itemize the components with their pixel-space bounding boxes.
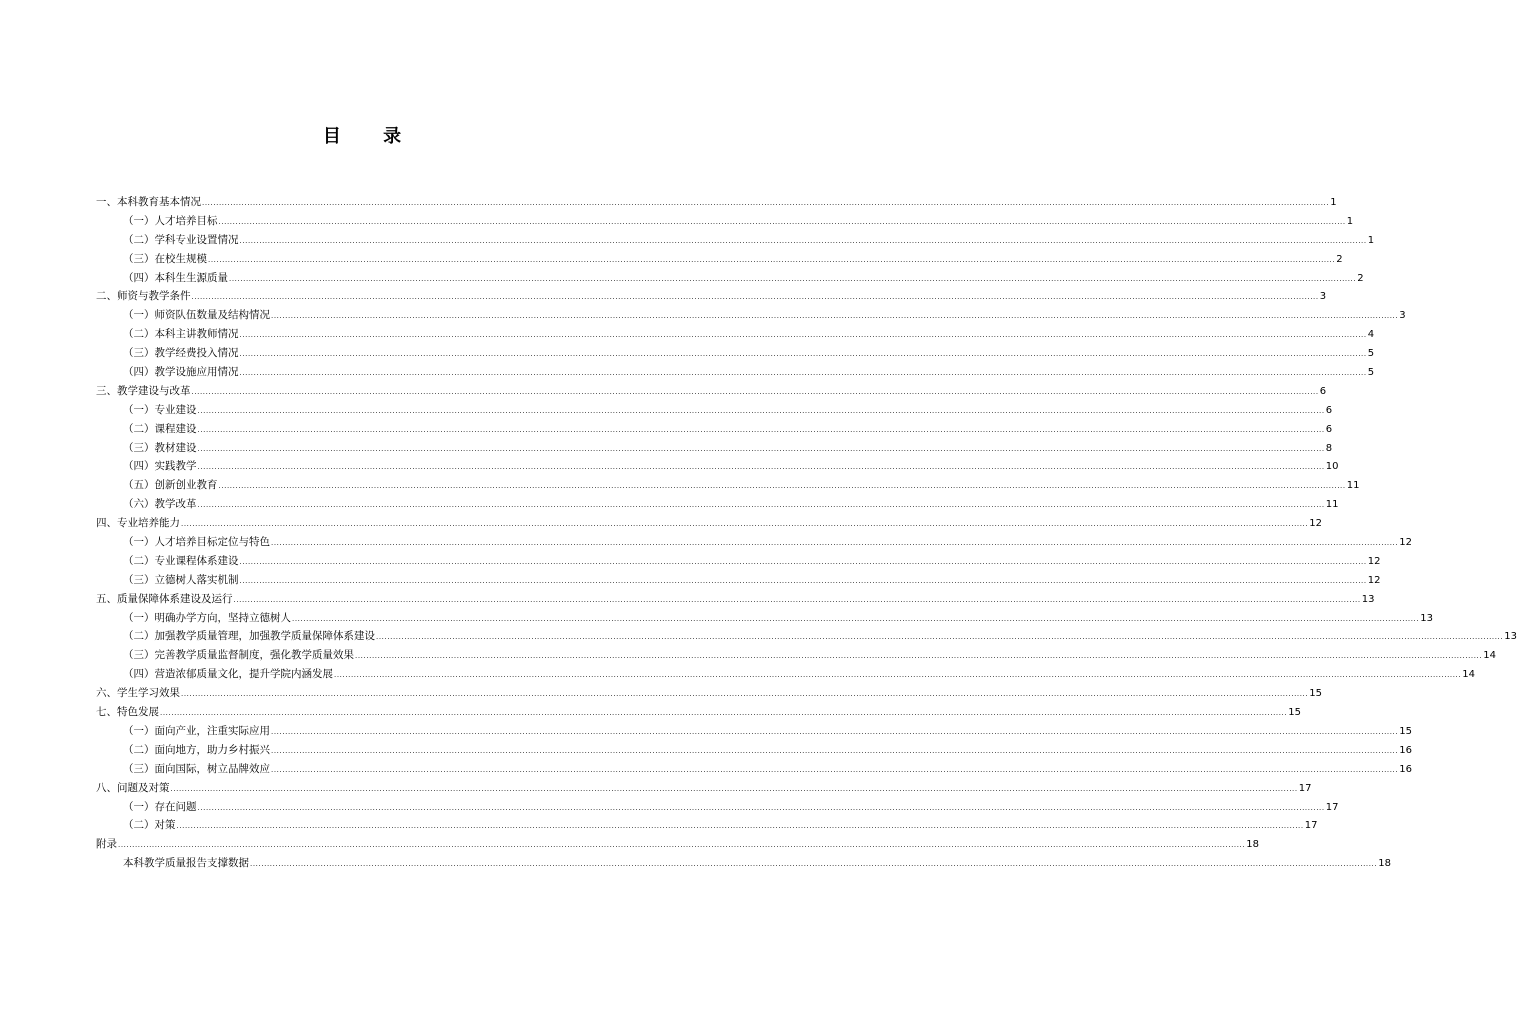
toc-entry-label: 七、特色发展 — [96, 706, 159, 719]
toc-entry-label: （二）加强教学质量管理，加强教学质量保障体系建设 — [123, 630, 375, 643]
toc-subsection-entry[interactable] — [96, 439, 1333, 458]
toc-page-number: 8 — [1325, 442, 1333, 454]
toc-subsection-entry[interactable] — [96, 231, 1375, 250]
toc-section-entry[interactable] — [96, 514, 1322, 533]
toc-dot-leader: ............................................................................................................................................................................................................................................................................................................................................................................................................... — [334, 671, 1462, 680]
toc-dot-leader: ............................................................................................................................................................................................................................................................................................................................................................................................................... — [218, 482, 1346, 491]
toc-page-number: 1 — [1330, 197, 1337, 208]
toc-entry-label: （三）在校生规模 — [123, 252, 207, 265]
toc-dot-leader: ............................................................................................................................................................................................................................................................................................................................................................................................................... — [208, 255, 1336, 264]
toc-page-number: 12 — [1399, 537, 1412, 549]
toc-dot-leader: ............................................................................................................................................................................................................................................................................................................................................................................................................... — [170, 784, 1298, 793]
toc-page-number: 2 — [1357, 272, 1364, 284]
toc-entry-label: 一、本科教育基本情况 — [96, 196, 201, 208]
toc-dot-leader: ............................................................................................................................................................................................................................................................................................................................................................................................................... — [239, 331, 1367, 340]
toc-page-number: 16 — [1399, 763, 1412, 775]
toc-page-number: 3 — [1319, 291, 1327, 303]
toc-dot-leader: ............................................................................................................................................................................................................................................................................................................................................................................................................... — [197, 501, 1325, 510]
toc-subsection-entry[interactable] — [96, 816, 1318, 835]
toc-subsection-entry[interactable] — [96, 495, 1339, 514]
toc-entry-label: （二）本科主讲教师情况 — [123, 328, 239, 341]
toc-subsection-entry[interactable] — [96, 325, 1375, 344]
toc-entry-label: （六）教学改革 — [123, 498, 197, 511]
toc-entry-label: （三）教材建设 — [123, 441, 197, 454]
toc-dot-leader: ............................................................................................................................................................................................................................................................................................................................................................................................................... — [197, 444, 1325, 453]
toc-dot-leader: ............................................................................................................................................................................................................................................................................................................................................................................................................... — [191, 387, 1319, 396]
toc-section-entry[interactable] — [96, 382, 1327, 401]
toc-subsection-entry[interactable] — [96, 476, 1360, 495]
toc-entry-label: （四）本科生生源质量 — [123, 271, 228, 284]
toc-page-number: 12 — [1309, 518, 1322, 530]
toc-entry-label: 八、问题及对策 — [96, 781, 170, 794]
toc-dot-leader: ............................................................................................................................................................................................................................................................................................................................................................................................................... — [355, 652, 1483, 661]
toc-dot-leader: ............................................................................................................................................................................................................................................................................................................................................................................................................... — [229, 274, 1357, 283]
toc-entry-label: （四）教学设施应用情况 — [123, 366, 239, 379]
toc-subsection-entry[interactable] — [96, 269, 1364, 288]
toc-entry-label: （一）明确办学方向，坚持立德树人 — [123, 611, 291, 624]
toc-subsection-entry[interactable] — [96, 457, 1339, 476]
toc-dot-leader: ............................................................................................................................................................................................................................................................................................................................................................................................................... — [197, 463, 1325, 472]
toc-page-number: 15 — [1399, 725, 1412, 737]
toc-entry-label: （四）营造浓郁质量文化，提升学院内涵发展 — [123, 668, 333, 681]
toc-section-entry[interactable] — [96, 590, 1375, 609]
toc-dot-leader: ............................................................................................................................................................................................................................................................................................................................................................................................................... — [181, 690, 1309, 699]
toc-dot-leader: ............................................................................................................................................................................................................................................................................................................................................................................................................... — [271, 312, 1399, 321]
toc-entry-label: （二）学科专业设置情况 — [123, 233, 239, 246]
toc-entry-label: （四）实践教学 — [123, 460, 197, 473]
toc-entry-label: 五、质量保障体系建设及运行 — [96, 592, 233, 605]
toc-dot-leader: ............................................................................................................................................................................................................................................................................................................................................................................................................... — [197, 425, 1325, 434]
toc-dot-leader: ............................................................................................................................................................................................................................................................................................................................................................................................................... — [197, 406, 1325, 415]
toc-subsection-entry[interactable] — [96, 533, 1412, 552]
toc-subsection-entry[interactable] — [96, 760, 1412, 779]
toc-subsection-entry[interactable] — [96, 344, 1375, 363]
toc-page-number: 11 — [1325, 499, 1339, 511]
toc-entry-label: （一）人才培养目标 — [123, 214, 218, 227]
toc-page-number: 13 — [1361, 593, 1375, 605]
toc-subsection-entry[interactable] — [96, 665, 1475, 684]
toc-entry-label: （三）完善教学质量监督制度，强化教学质量效果 — [123, 649, 354, 662]
toc-dot-leader: ............................................................................................................................................................................................................................................................................................................................................................................................................... — [197, 803, 1325, 812]
toc-subsection-entry[interactable] — [96, 552, 1381, 571]
toc-dot-leader: ............................................................................................................................................................................................................................................................................................................................................................................................................... — [160, 709, 1288, 718]
toc-page-number: 5 — [1367, 367, 1375, 379]
toc-entry-label: 六、学生学习效果 — [96, 687, 180, 700]
toc-dot-leader: ............................................................................................................................................................................................................................................................................................................................................................................................................... — [118, 841, 1246, 850]
toc-subsection-entry[interactable] — [96, 401, 1333, 420]
toc-page-number: 12 — [1367, 555, 1381, 567]
toc-page-number: 6 — [1325, 404, 1333, 416]
toc-page-number: 17 — [1304, 820, 1318, 832]
toc-dot-leader: ............................................................................................................................................................................................................................................................................................................................................................................................................... — [202, 199, 1330, 207]
toc-page-number: 11 — [1346, 480, 1360, 492]
toc-section-entry[interactable] — [96, 703, 1301, 722]
toc-entry-label: 本科教学质量报告支撑数据 — [123, 857, 249, 870]
toc-page-number: 1 — [1346, 215, 1354, 227]
toc-page-number: 16 — [1399, 744, 1412, 756]
toc-entry-label: （三）教学经费投入情况 — [123, 347, 239, 360]
toc-page-number: 14 — [1462, 669, 1475, 681]
toc-subsection-entry[interactable] — [96, 627, 1517, 646]
toc-entry-label: （一）专业建设 — [123, 403, 197, 416]
toc-entry-label: （二）面向地方，助力乡村振兴 — [123, 743, 270, 756]
toc-page-number: 13 — [1504, 631, 1517, 643]
toc-page-number: 13 — [1420, 612, 1433, 624]
toc-dot-leader: ............................................................................................................................................................................................................................................................................................................................................................................................................... — [239, 350, 1367, 359]
toc-dot-leader: ............................................................................................................................................................................................................................................................................................................................................................................................................... — [271, 746, 1399, 755]
toc-dot-leader: ............................................................................................................................................................................................................................................................................................................................................................................................................... — [233, 595, 1361, 604]
toc-page-number: 17 — [1325, 801, 1339, 813]
toc-dot-leader: ............................................................................................................................................................................................................................................................................................................................................................................................................... — [271, 539, 1399, 548]
toc-page-number: 6 — [1319, 385, 1327, 397]
toc-page-number: 4 — [1367, 329, 1375, 341]
toc-entry-label: （一）存在问题 — [123, 800, 197, 813]
toc-entry-label: （三）立德树人落实机制 — [123, 573, 239, 586]
toc-entry-label: （一）人才培养目标定位与特色 — [123, 536, 270, 549]
table-of-contents — [96, 193, 1517, 873]
toc-page-number: 2 — [1336, 253, 1343, 265]
toc-subsection-entry[interactable] — [96, 609, 1433, 628]
toc-page-number: 17 — [1298, 782, 1312, 794]
toc-subsection-entry[interactable] — [96, 646, 1496, 665]
toc-entry-label: 二、师资与教学条件 — [96, 290, 191, 303]
page-title: 目 录 — [322, 126, 420, 147]
toc-subsection-entry[interactable] — [96, 741, 1412, 760]
toc-page-number: 14 — [1483, 650, 1496, 662]
toc-dot-leader: ............................................................................................................................................................................................................................................................................................................................................................................................................... — [181, 520, 1309, 529]
toc-subsection-entry[interactable] — [96, 722, 1412, 741]
toc-entry-label: （一）师资队伍数量及结构情况 — [123, 309, 270, 322]
toc-page-number: 5 — [1367, 348, 1375, 360]
toc-subsection-entry[interactable] — [96, 212, 1354, 231]
toc-page-number: 15 — [1309, 688, 1322, 700]
toc-subsection-entry[interactable] — [96, 306, 1406, 325]
toc-section-entry[interactable] — [96, 684, 1322, 703]
toc-dot-leader: ............................................................................................................................................................................................................................................................................................................................................................................................................... — [239, 557, 1367, 566]
toc-entry-label: （二）专业课程体系建设 — [123, 554, 239, 567]
toc-section-entry[interactable] — [96, 287, 1327, 306]
toc-dot-leader: ............................................................................................................................................................................................................................................................................................................................................................................................................... — [239, 369, 1367, 378]
toc-dot-leader: ............................................................................................................................................................................................................................................................................................................................................................................................................... — [292, 614, 1420, 623]
toc-page-number: 6 — [1325, 423, 1333, 435]
toc-subsection-entry[interactable] — [96, 420, 1333, 439]
toc-entry-label: （二）课程建设 — [123, 422, 197, 435]
toc-entry-label: 四、专业培养能力 — [96, 517, 180, 530]
toc-section-entry[interactable] — [96, 193, 1337, 212]
toc-entry-label: （一）面向产业，注重实际应用 — [123, 724, 270, 737]
toc-subsection-entry[interactable] — [96, 571, 1381, 590]
toc-dot-leader: ............................................................................................................................................................................................................................................................................................................................................................................................................... — [176, 822, 1304, 831]
toc-dot-leader: ............................................................................................................................................................................................................................................................................................................................................................................................................... — [271, 727, 1399, 736]
toc-dot-leader: ............................................................................................................................................................................................................................................................................................................................................................................................................... — [271, 765, 1399, 774]
toc-section-entry[interactable] — [96, 779, 1312, 798]
toc-entry-label: （二）对策 — [123, 819, 176, 832]
toc-entry-label: （五）创新创业教育 — [123, 479, 218, 492]
toc-subsection-entry[interactable] — [96, 798, 1339, 817]
toc-dot-leader: ............................................................................................................................................................................................................................................................................................................................................................................................................... — [250, 860, 1378, 869]
toc-dot-leader: ............................................................................................................................................................................................................................................................................................................................................................................................................... — [239, 576, 1367, 585]
toc-dot-leader: ............................................................................................................................................................................................................................................................................................................................................................................................................... — [239, 236, 1367, 245]
toc-page-number: 18 — [1246, 839, 1259, 851]
toc-page-number: 10 — [1325, 461, 1339, 473]
toc-page-number: 12 — [1367, 574, 1381, 586]
toc-entry-label: 三、教学建设与改革 — [96, 384, 191, 397]
toc-subsection-entry[interactable] — [96, 363, 1375, 382]
toc-dot-leader: ............................................................................................................................................................................................................................................................................................................................................................................................................... — [376, 633, 1504, 642]
toc-page-number: 18 — [1378, 858, 1391, 870]
toc-page-number: 3 — [1399, 310, 1406, 322]
toc-dot-leader: ............................................................................................................................................................................................................................................................................................................................................................................................................... — [191, 293, 1319, 302]
toc-subsection-entry[interactable] — [96, 854, 1391, 873]
toc-subsection-entry[interactable] — [96, 250, 1343, 269]
toc-entry-label: （三）面向国际，树立品牌效应 — [123, 762, 270, 775]
toc-dot-leader: ............................................................................................................................................................................................................................................................................................................................................................................................................... — [218, 217, 1346, 226]
toc-entry-label: 附录 — [96, 838, 117, 851]
toc-page-number: 15 — [1288, 707, 1301, 719]
toc-section-entry[interactable] — [96, 835, 1259, 854]
toc-page-number: 1 — [1367, 234, 1375, 246]
